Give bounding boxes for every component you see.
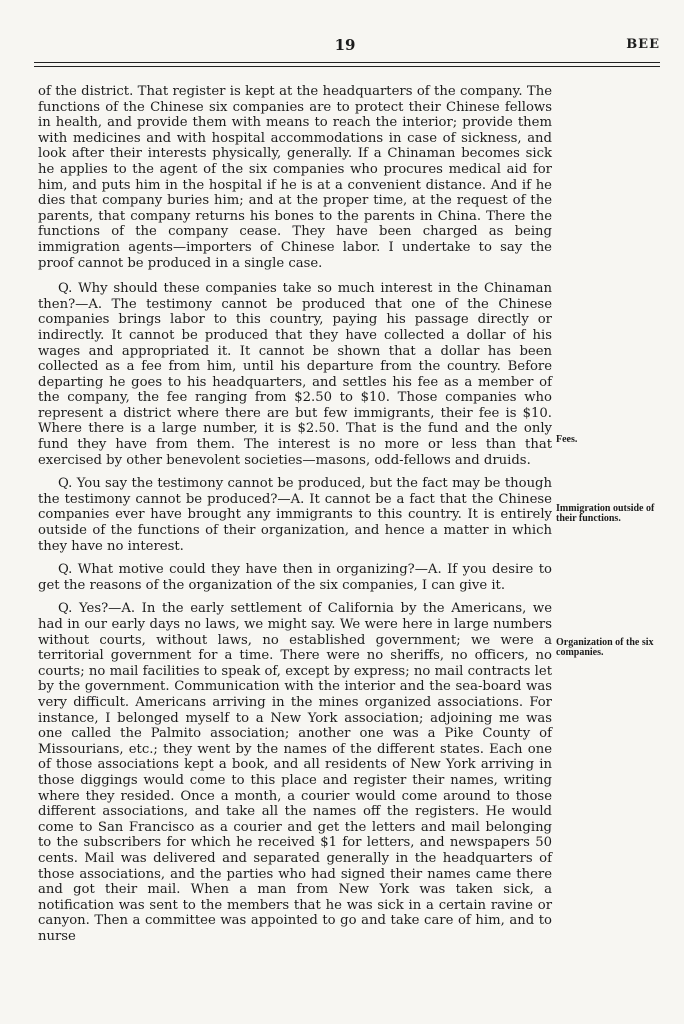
body-text <box>38 84 552 952</box>
header-rule-top <box>34 62 660 63</box>
page-header <box>0 36 684 56</box>
paragraph-motive: Q. What motive could they have then in organizing?—A. If you desire to get the reasons of the organization of the six companies, I can give it. <box>38 562 552 593</box>
header-rule-bottom <box>34 66 660 67</box>
paragraph-early-settlement: Q. Yes?—A. In the early settlement of California by the Americans, we had in our early days no laws, we might say. We were here in large numbers without courts, without laws, no established government; we were a territorial government for a time. There were no sheriffs, no officers, no courts; no mail facilities to speak of, except by express; no mail contracts let by the government. Communication with the interior and the sea-board was very difficult. Americans arriving in the mines organized associations. For instance, I belonged myself to a New York association; adjoining me was one called the Palmito association; another one was a Pike County of Missourians, etc.; they went by the names of the different states. Each one of those associations kept a book, and all residents of New York arriving in those diggings would come to this place and register their names, writing where they resided. Once a month, a courier would come around to those different associations, and take all the names off the registers. He would come to San Francisco as a courier and get the letters and mail belonging to the subscribers for which he received $1 for letters, and newspapers 50 cents. Mail was delivered and separated generally in the headquarters of those associations, and the parties who had signed their names came there and got their mail. When a man from New York was taken sick, a notification was sent to the members that he was sick in a certain ravine or canyon. Then a committee was appointed to go and take care of him, and to nurse <box>38 601 552 944</box>
page-number: 19 <box>334 36 356 54</box>
margin-note-organization: Organization of the six companies. <box>556 637 654 658</box>
margin-note-fees: Fees. <box>556 434 578 445</box>
running-head: BEE <box>626 37 660 52</box>
margin-note-immigration: Immigration outside of their functions. <box>556 503 655 524</box>
paragraph-testimony: Q. You say the testimony cannot be produced, but the fact may be though the testimony cannot be produced?—A. It cannot be a fact that the Chinese companies ever have brought any immigrants to this country. It is entirely outside of the functions of their organization, and hence a matter in which they have no interest. <box>38 476 552 554</box>
paragraph-functions: of the district. That register is kept at the headquarters of the company. The functions of the Chinese six companies are to protect their Chinese fellows in health, and provide them with means to reach the interior; provide them with medicines and with hospital accommodations in case of sickness, and look after their interests physically, generally. If a Chinaman becomes sick he applies to the agent of the six companies who procures medical aid for him, and puts him in the hospital if he is at a convenient distance. And if he dies that company buries him; and at the proper time, at the request of the parents, that company returns his bones to the parents in China. There the functions of the company cease. They have been charged as being immigration agents—importers of Chinese labor. I undertake to say the proof cannot be produced in a single case. <box>38 84 552 271</box>
paragraph-interest: Q. Why should these companies take so much interest in the Chinaman then?—A. The testimony cannot be produced that one of the Chinese companies brings labor to this country, paying his passage directly or indirectly. It cannot be produced that they have collected a dollar of his wages and appropriated it. It cannot be shown that a dollar has been collected as a fee from him, until his departure from the country. Before departing he goes to his headquarters, and settles his fee as a member of the company, the fee ranging from $2.50 to $10. Those companies who represent a district where there are but few immigrants, their fee is $10. Where there is a large number, it is $2.50. That is the fund and the only fund they have from them. The interest is no more or less than that exercised by other benevolent societies—masons, odd-fellows and druids. <box>38 281 552 468</box>
